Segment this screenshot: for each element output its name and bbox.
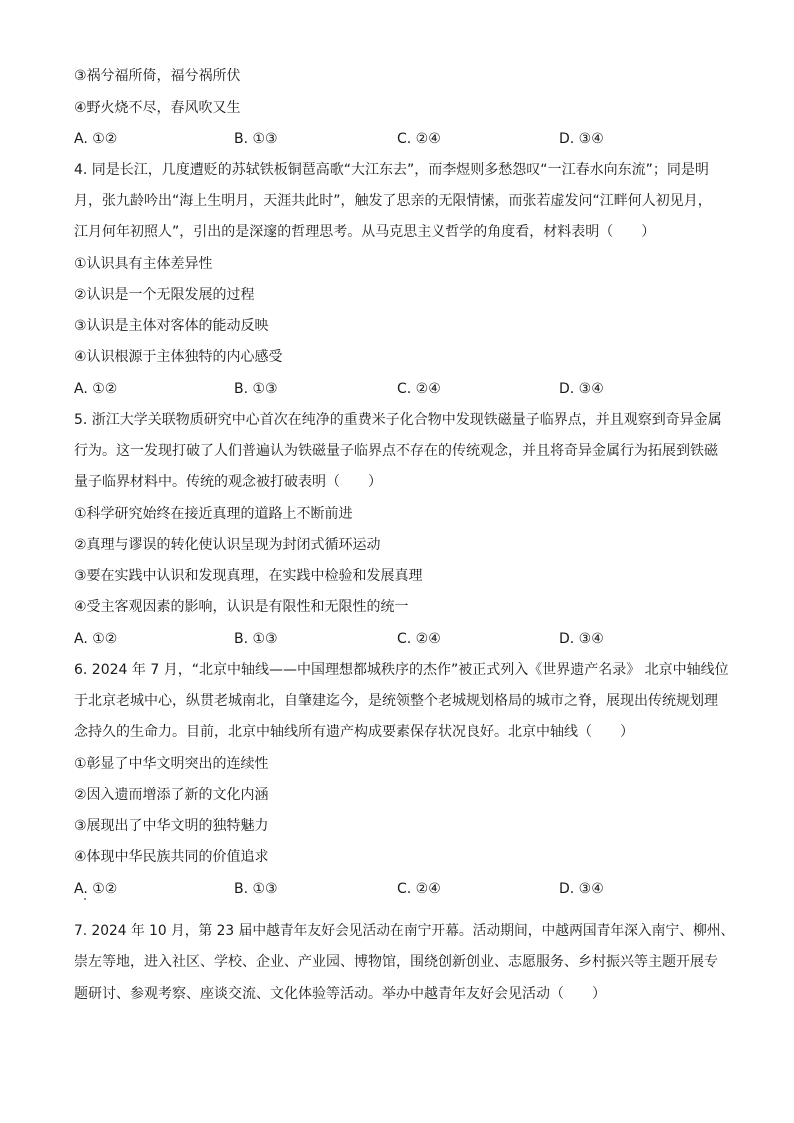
- q3-item-4: ④野火烧不尽，春风吹又生: [74, 100, 241, 116]
- q6-option-d[interactable]: D. ③④: [559, 881, 604, 897]
- q6-item-2: ②因入遗而增添了新的文化内涵: [74, 787, 269, 803]
- q3-option-b[interactable]: B. ①③: [234, 131, 278, 147]
- q6-item-4: ④体现中华民族共同的价值追求: [74, 849, 269, 865]
- q5-option-d[interactable]: D. ③④: [559, 631, 604, 647]
- q4-option-a[interactable]: A. ①②: [74, 381, 118, 397]
- q6-option-c[interactable]: C. ②④: [397, 881, 441, 897]
- q3-option-d[interactable]: D. ③④: [559, 131, 604, 147]
- q6-item-3: ③展现出了中华文明的独特魅力: [74, 818, 269, 834]
- q6-stem-line-1: 6. 2024 年 7 月，“北京中轴线——中国理想都城秩序的杰作”被正式列入《世界遗产名录》 北京中轴线位: [74, 662, 729, 678]
- q3-option-c[interactable]: C. ②④: [397, 131, 441, 147]
- q5-item-3: ③要在实践中认识和发现真理，在实践中检验和发展真理: [74, 568, 423, 584]
- q5-item-4: ④受主客观因素的影响，认识是有限性和无限性的统一: [74, 599, 409, 615]
- q7-stem-line-3: 题研讨、参观考察、座谈交流、文化体验等活动。举办中越青年友好会见活动（ ）: [74, 986, 606, 1002]
- q4-stem-line-3: 江月何年初照人”，引出的是深邃的哲理思考。从马克思主义哲学的角度看，材料表明（ ）: [74, 224, 656, 240]
- q6-options: [74, 879, 734, 899]
- q5-item-2: ②真理与谬误的转化使认识呈现为封闭式循环运动: [74, 537, 381, 553]
- q5-option-b[interactable]: B. ①③: [234, 631, 278, 647]
- q6-stem-line-3: 念持久的生命力。目前，北京中轴线所有遗产构成要素保存状况良好。北京中轴线（ ）: [74, 724, 634, 740]
- q4-item-3: ③认识是主体对客体的能动反映: [74, 318, 269, 334]
- q5-option-a[interactable]: A. ①②: [74, 631, 118, 647]
- q3-options: [74, 129, 734, 149]
- q4-option-b[interactable]: B. ①③: [234, 381, 278, 397]
- q4-option-c[interactable]: C. ②④: [397, 381, 441, 397]
- q6-item-1: ①彰显了中华文明突出的连续性: [74, 756, 269, 772]
- q7-stem-line-1: 7. 2024 年 10 月，第 23 届中越青年友好会见活动在南宁开幕。活动期间，中越两国青年深入南宁、柳州、: [74, 923, 735, 939]
- q4-option-d[interactable]: D. ③④: [559, 381, 604, 397]
- q4-item-2: ②认识是一个无限发展的过程: [74, 287, 255, 303]
- q5-item-1: ①科学研究始终在接近真理的道路上不断前进: [74, 506, 353, 522]
- stray-dot-mark: [84, 898, 86, 900]
- q5-options: [74, 629, 734, 649]
- q6-option-a[interactable]: A. ①②: [74, 881, 118, 897]
- q5-stem-line-3: 量子临界材料中。传统的观念被打破表明（ ）: [74, 474, 382, 490]
- q4-item-4: ④认识根源于主体独特的内心感受: [74, 349, 283, 365]
- q4-stem-line-2: 月，张九龄吟出“海上生明月，天涯共此时”，触发了思亲的无限情愫，而张若虚发问“江畔何人初见月，: [74, 193, 712, 209]
- q5-stem-line-1: 5. 浙江大学关联物质研究中心首次在纯净的重费米子化合物中发现铁磁量子临界点，并且观察到奇异金属: [74, 412, 722, 428]
- q6-stem-line-2: 于北京老城中心，纵贯老城南北，自肇建迄今，是统领整个老城规划格局的城市之脊，展现出传统规划理: [74, 693, 718, 709]
- q4-options: [74, 379, 734, 399]
- q5-stem-line-2: 行为。这一发现打破了人们普遍认为铁磁量子临界点不存在的传统观念，并且将奇异金属行为拓展到铁磁: [74, 443, 718, 459]
- q5-option-c[interactable]: C. ②④: [397, 631, 441, 647]
- q4-item-1: ①认识具有主体差异性: [74, 256, 213, 272]
- q6-option-b[interactable]: B. ①③: [234, 881, 278, 897]
- q7-stem-line-2: 崇左等地，进入社区、学校、企业、产业园、博物馆，围绕创新创业、志愿服务、乡村振兴等主题开展专: [74, 954, 718, 970]
- q3-item-3: ③祸兮福所倚，福兮祸所伏: [74, 68, 241, 84]
- q4-stem-line-1: 4. 同是长江，几度遭贬的苏轼铁板铜琶高歌“大江东去”，而李煜则多愁怨叹“一江春水向东流”；同是明: [74, 162, 709, 178]
- q3-option-a[interactable]: A. ①②: [74, 131, 118, 147]
